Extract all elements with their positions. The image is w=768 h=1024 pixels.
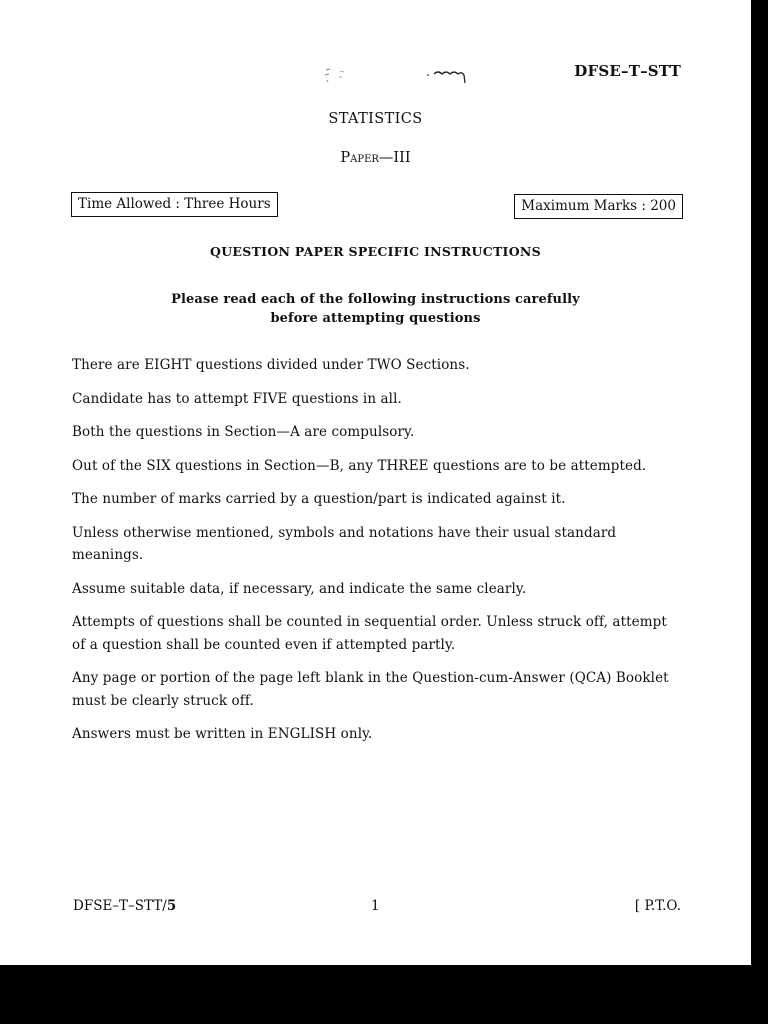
instruction-item: Assume suitable data, if necessary, and indicate the same clearly. xyxy=(72,580,527,597)
instruction-item: The number of marks carried by a question/part is indicated against it. xyxy=(72,491,566,507)
paper-number: Paper—III xyxy=(340,150,411,166)
instruction-item: Candidate has to attempt FIVE questions in all. xyxy=(72,390,402,407)
paper-code: DFSE–T–STT xyxy=(574,62,681,80)
instructions-heading: QUESTION PAPER SPECIFIC INSTRUCTIONS xyxy=(210,244,541,259)
time-allowed-box: Time Allowed : Three Hours xyxy=(71,192,278,217)
scan-smudge xyxy=(322,64,472,88)
read-carefully-note xyxy=(0,290,751,328)
instruction-item: Attempts of questions shall be counted in sequential order. Unless struck off, attempt of a question shall be counted even if attempted partly. xyxy=(72,614,667,653)
instruction-item: Any page or portion of the page left blank in the Question-cum-Answer (QCA) Booklet must be clearly struck off. xyxy=(72,670,669,709)
pto-note: [ P.T.O. xyxy=(634,898,681,914)
instruction-item: Both the questions in Section—A are compulsory. xyxy=(72,424,415,440)
instruction-item: Out of the SIX questions in Section—B, any THREE questions are to be attempted. xyxy=(72,457,647,474)
footer-code-suffix: 5 xyxy=(166,898,177,914)
footer-code-prefix: DFSE–T–STT/ xyxy=(73,898,167,914)
maximum-marks-box: Maximum Marks : 200 xyxy=(514,194,683,219)
subject-title: STATISTICS xyxy=(328,111,423,127)
instructions-list xyxy=(72,354,684,757)
page-number: 1 xyxy=(371,898,380,914)
read-carefully-line-1: Please read each of the following instructions carefully xyxy=(171,292,580,307)
instruction-item: Unless otherwise mentioned, symbols and notations have their usual standard meanings. xyxy=(72,524,617,563)
instruction-item: There are EIGHT questions divided under TWO Sections. xyxy=(72,357,470,373)
instruction-item: Answers must be written in ENGLISH only. xyxy=(72,726,373,742)
footer-paper-code xyxy=(73,898,176,914)
read-carefully-line-2: before attempting questions xyxy=(270,311,481,326)
